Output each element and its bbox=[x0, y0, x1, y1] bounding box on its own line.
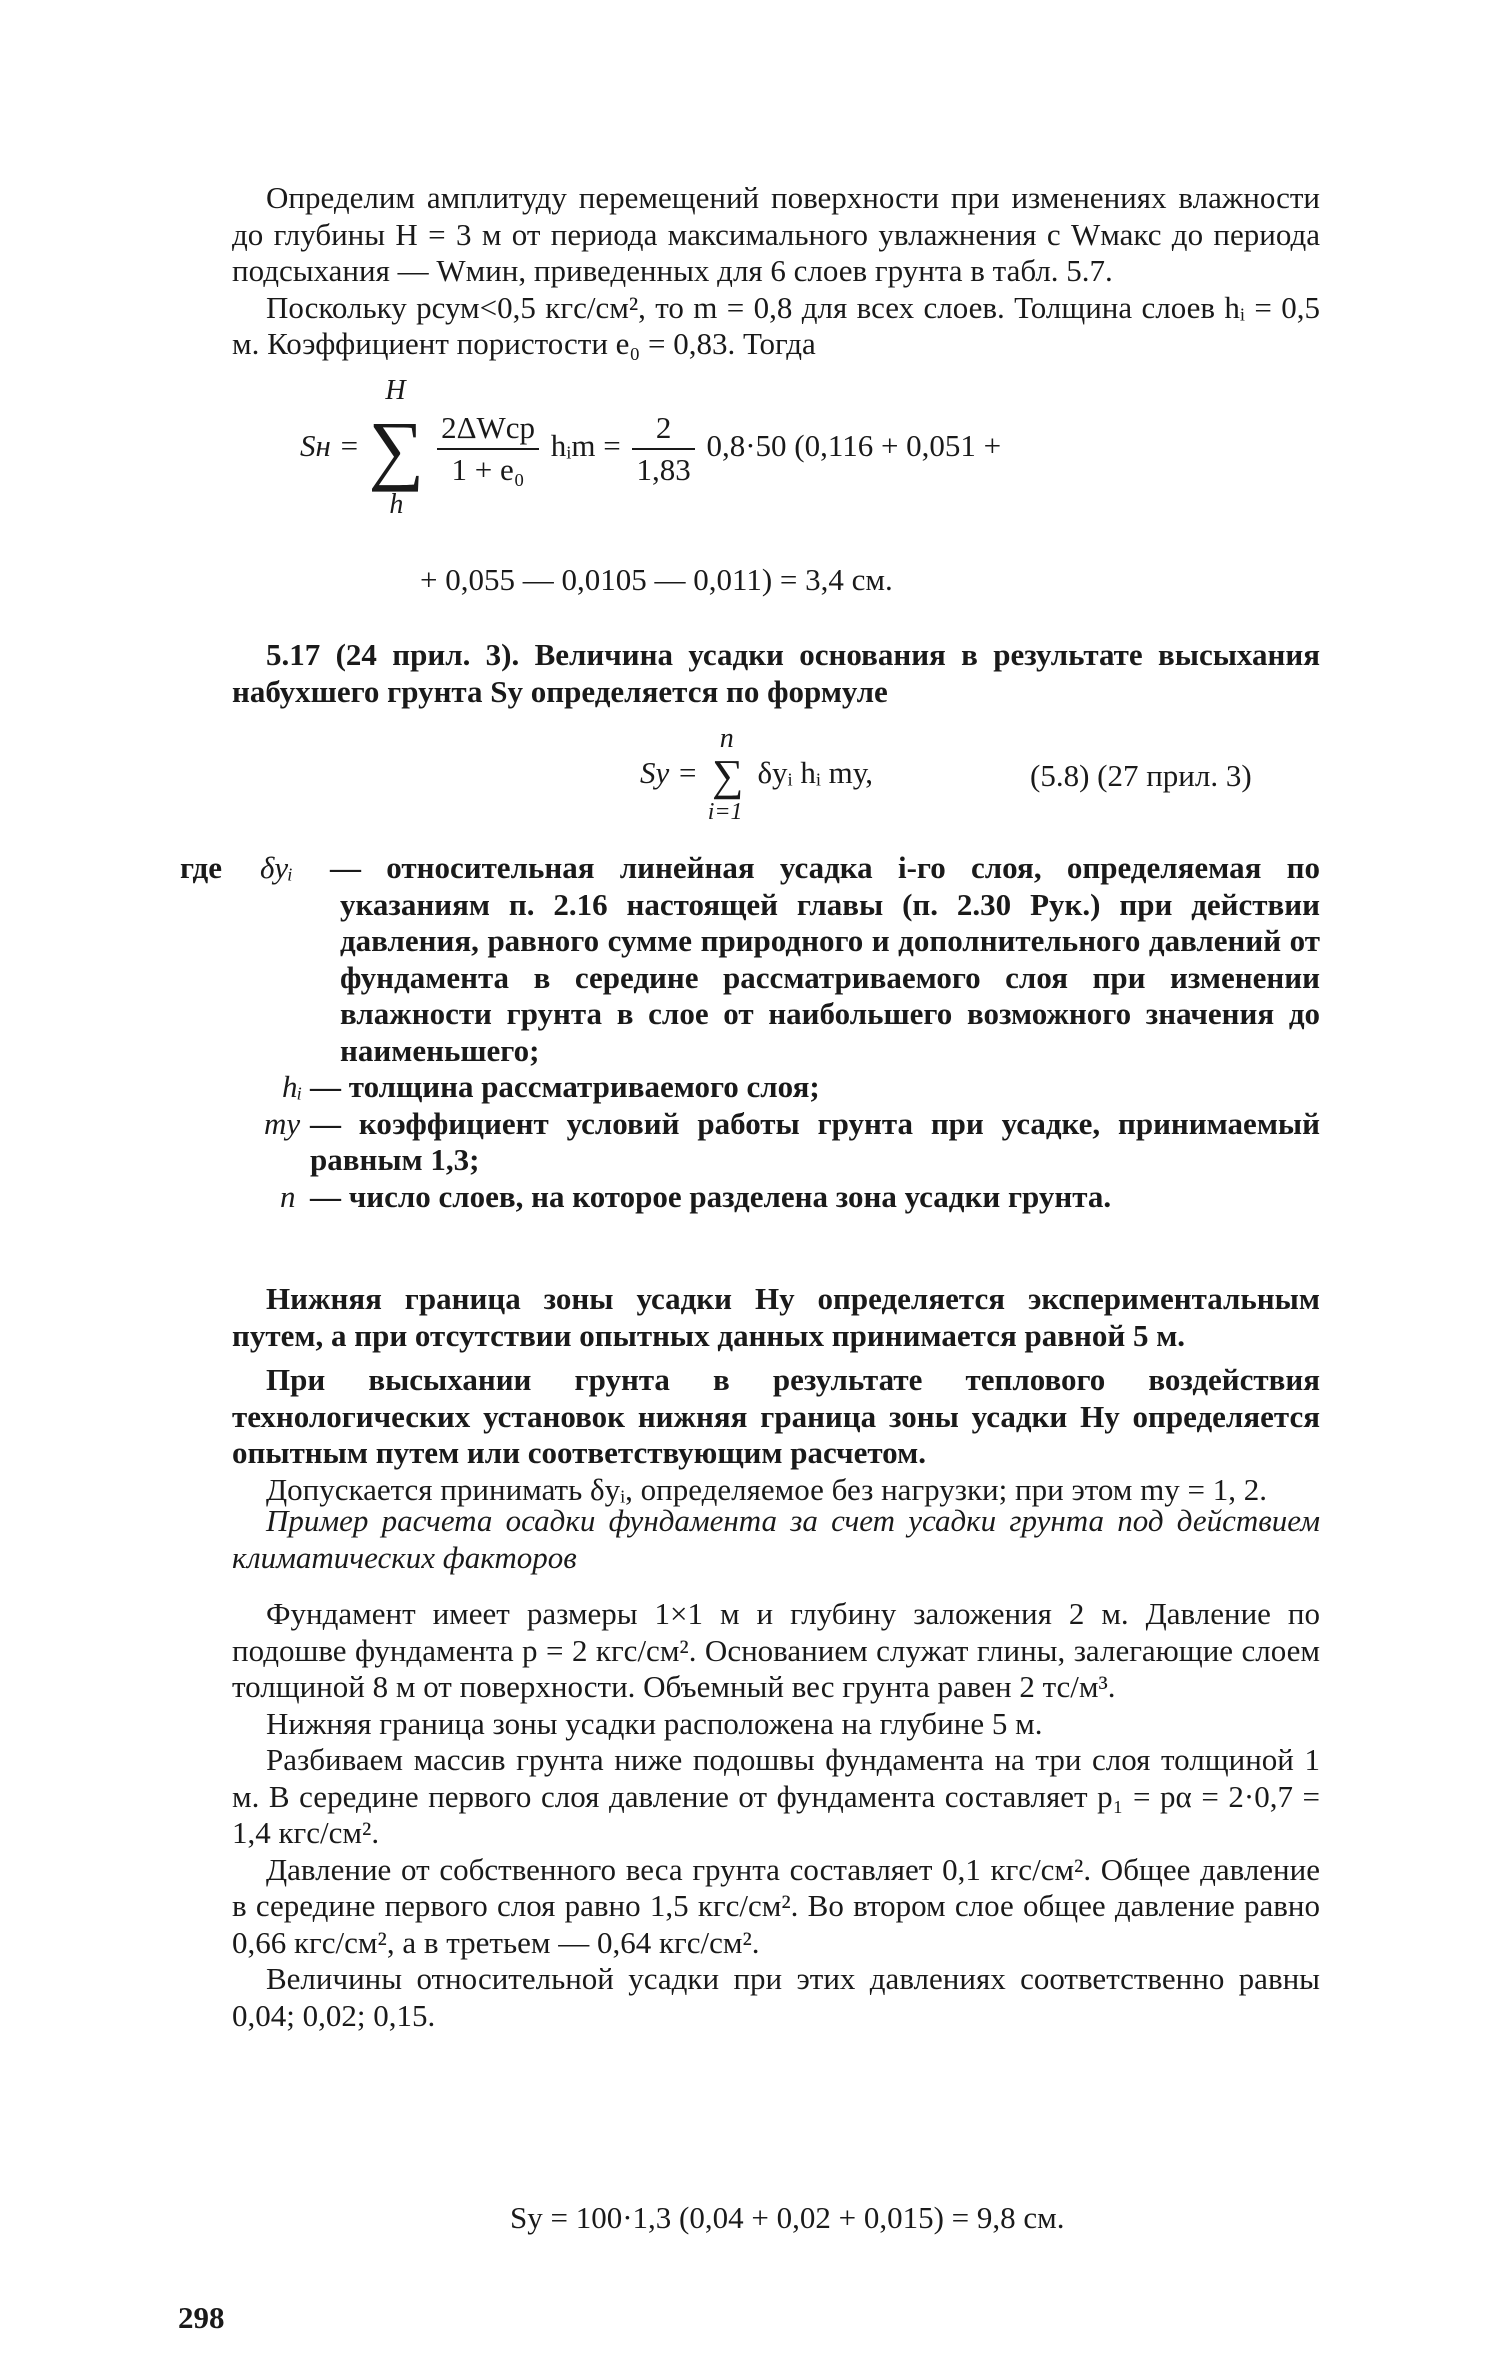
term-n: n bbox=[280, 1178, 296, 1214]
formula1-mid: hᵢm = bbox=[550, 428, 621, 464]
definition-h-text: — толщина рассматриваемого слоя; bbox=[310, 1069, 820, 1104]
example-block bbox=[232, 1503, 1320, 2034]
term-delta: δуᵢ bbox=[260, 850, 294, 885]
formula1-tail: 0,8·50 (0,116 + 0,051 + bbox=[706, 428, 1002, 464]
formula1-continuation: + 0,055 — 0,0105 — 0,011) = 3,4 см. bbox=[420, 562, 893, 597]
formula2-reference: (5.8) (27 прил. 3) bbox=[1030, 758, 1252, 793]
definition-delta bbox=[180, 850, 1320, 1069]
definition-m bbox=[232, 1106, 1320, 1179]
paragraph-layers: Разбиваем массив грунта ниже подошвы фундамента на три слоя толщиной 1 м. В середине первого слоя давление от фундамента составляет p₁ = pα = 2·0,7 = 1,4 кгс/см². bbox=[232, 1742, 1320, 1850]
sum-symbol-small: ∑ bbox=[712, 750, 744, 800]
paragraph-5-17: 5.17 (24 прил. 3). Величина усадки основания в результате высыхания набухшего грунта Sу определяется по формуле bbox=[232, 637, 1320, 709]
definitions-list bbox=[180, 850, 1320, 1215]
bold-notes-block bbox=[232, 1281, 1320, 1508]
paragraph-pressure: Давление от собственного веса грунта составляет 0,1 кгс/см². Общее давление в середине первого слоя равно 1,5 кгс/см². Во втором слое общее давление равно 0,66 кгс/см², а в третьем — 0,64 кгс/см². bbox=[232, 1851, 1320, 1960]
paragraph-amplitude: Определим амплитуду перемещений поверхности при изменениях влажности до глубины H = 3 м от периода максимального увлажнения с Wмакс до периода подсыхания — Wмин, приведенных для 6 слоев грунта в табл. 5.7. bbox=[232, 180, 1320, 288]
example-heading: Пример расчета осадки фундамента за счет усадки грунта под действием климатических факторов bbox=[232, 1503, 1320, 1575]
formula2-lower-limit: i=1 bbox=[707, 799, 743, 825]
paragraph-relative-shrinkage: Величины относительной усадки при этих давлениях соответственно равны 0,04; 0,02; 0,15. bbox=[232, 1961, 1320, 2033]
paragraph-porosity: Поскольку pсум<0,5 кгс/см², то m = 0,8 для всех слоев. Толщина слоев hᵢ = 0,5 м. Коэффициент пористости e₀ = 0,83. Тогда bbox=[232, 289, 1320, 361]
where-label: где bbox=[180, 850, 222, 885]
definition-h bbox=[232, 1069, 1320, 1106]
paragraph-thermal-drying: При высыхании грунта в результате теплового воздействия технологических установок нижняя граница зоны усадки Hу определяется опытным путем или соответствующим расчетом. bbox=[232, 1362, 1320, 1470]
formula1-lower-limit: h bbox=[389, 489, 404, 520]
formula2-body: δуᵢ hᵢ mу, bbox=[757, 755, 873, 790]
formula-shrinkage-sy bbox=[640, 723, 873, 825]
formula1-lhs: Sн = bbox=[300, 428, 360, 464]
paragraph-boundary-depth: Нижняя граница зоны усадки расположена на глубине 5 м. bbox=[266, 1705, 1043, 1741]
definition-n bbox=[232, 1179, 1320, 1216]
formula1-upper-limit: H bbox=[385, 375, 406, 406]
paragraph-allowed: Допускается принимать δуᵢ, определяемое без нагрузки; при этом mу = 1, 2. bbox=[266, 1471, 1268, 1507]
term-m: mу bbox=[264, 1105, 301, 1141]
formula-settlement-sn bbox=[300, 375, 1002, 520]
formula1-fraction-1: $\frac{\text{2ΔWср}}{\text{1 + e₀}}$ bbox=[437, 410, 539, 488]
definition-delta-text: — относительная линейная усадка i-го слоя, определяемая по указаниям п. 2.16 настоящей главы (п. 2.30 Рук.) при действии давления, равного сумме природного и дополнительного давлений от фундамента в середине рассматриваемого слоя при изменении влажности грунта в слое от наибольшего возможного значения до наименьшего; bbox=[330, 850, 1320, 1068]
section-5-17 bbox=[232, 637, 1320, 710]
formula2-upper-limit: n bbox=[719, 723, 734, 754]
paragraph-lower-boundary: Нижняя граница зоны усадки Hу определяется экспериментальным путем, а при отсутствии опытных данных принимается равной 5 м. bbox=[232, 1281, 1320, 1353]
definition-n-text: — число слоев, на которое разделена зона усадки грунта. bbox=[310, 1178, 1112, 1214]
formula2-lhs: Sу = bbox=[640, 755, 698, 790]
intro-block bbox=[232, 180, 1320, 363]
paragraph-foundation: Фундамент имеет размеры 1×1 м и глубину заложения 2 м. Давление по подошве фундамента p = 2 кгс/см². Основанием служат глины, залегающие слоем толщиной 8 м от поверхности. Объемный вес грунта равен 2 тс/м³. bbox=[232, 1596, 1320, 1704]
formula-result-sy: Sу = 100·1,3 (0,04 + 0,02 + 0,015) = 9,8 см. bbox=[510, 2200, 1065, 2235]
term-h: hᵢ bbox=[282, 1069, 303, 1104]
definition-m-text: — коэффициент условий работы грунта при усадке, принимаемый равным 1,3; bbox=[310, 1105, 1320, 1177]
page-number: 298 bbox=[178, 2300, 225, 2335]
sum-symbol: ∑ bbox=[368, 405, 425, 492]
formula1-fraction-2: $\frac{2}{1,83}$ bbox=[632, 410, 694, 488]
